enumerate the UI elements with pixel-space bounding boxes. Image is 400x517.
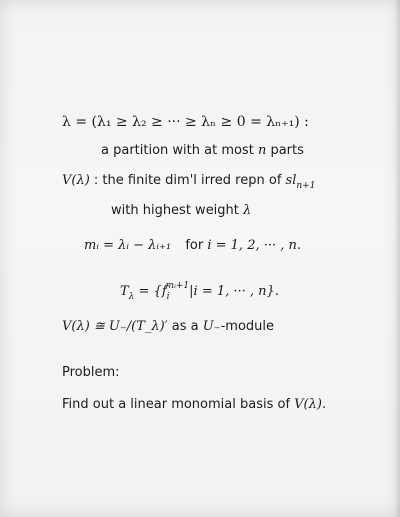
- t-subscript: λ: [128, 292, 135, 302]
- m-range-text: for: [185, 238, 204, 253]
- problem-text: Find out a linear monomial basis of: [62, 397, 291, 412]
- problem-statement: [62, 397, 326, 413]
- m-definition: [84, 238, 301, 254]
- highest-weight-line: [111, 203, 251, 219]
- problem-symbol: V(λ).: [294, 397, 327, 412]
- t-set-open: = {f: [134, 284, 167, 299]
- iso-algebra: U₋: [202, 319, 221, 334]
- t-set-close: |i = 1, ··· , n}.: [189, 284, 279, 299]
- weight-text: with highest weight: [111, 203, 239, 218]
- f-subscript: i: [166, 292, 170, 302]
- iso-text: as a: [171, 319, 199, 334]
- algebra-subscript: n+1: [296, 181, 316, 191]
- partition-definition: [62, 114, 309, 130]
- algebra-name: sl: [285, 173, 297, 188]
- t-definition: [120, 281, 279, 302]
- t-symbol: T: [120, 284, 129, 299]
- iso-formula: V(λ) ≅ U₋/(T_λ)′: [62, 319, 168, 334]
- algebra-symbol: [285, 173, 316, 191]
- problem-label-text: Problem:: [62, 365, 120, 380]
- module-desc: : the finite dim'l irred repn of: [93, 173, 282, 188]
- partition-desc-var: n: [257, 143, 267, 158]
- iso-tail: -module: [220, 319, 275, 334]
- module-definition: [62, 173, 315, 189]
- weight-symbol: λ: [243, 203, 252, 218]
- isomorphism-line: [62, 319, 274, 335]
- m-formula: mᵢ = λᵢ − λᵢ₊₁: [84, 238, 172, 253]
- partition-desc-text: a partition with at most: [101, 143, 254, 158]
- partition-description: [101, 143, 304, 159]
- partition-formula: λ = (λ₁ ≥ λ₂ ≥ ··· ≥ λₙ ≥ 0 = λₙ₊₁) :: [62, 114, 309, 130]
- module-symbol: V(λ): [62, 173, 90, 188]
- f-superscript: mᵢ+1: [165, 281, 190, 291]
- partition-desc-tail: parts: [270, 143, 304, 158]
- problem-label: [62, 365, 120, 381]
- m-range: i = 1, 2, ··· , n.: [207, 238, 302, 253]
- page-edge-shadow: [394, 0, 400, 517]
